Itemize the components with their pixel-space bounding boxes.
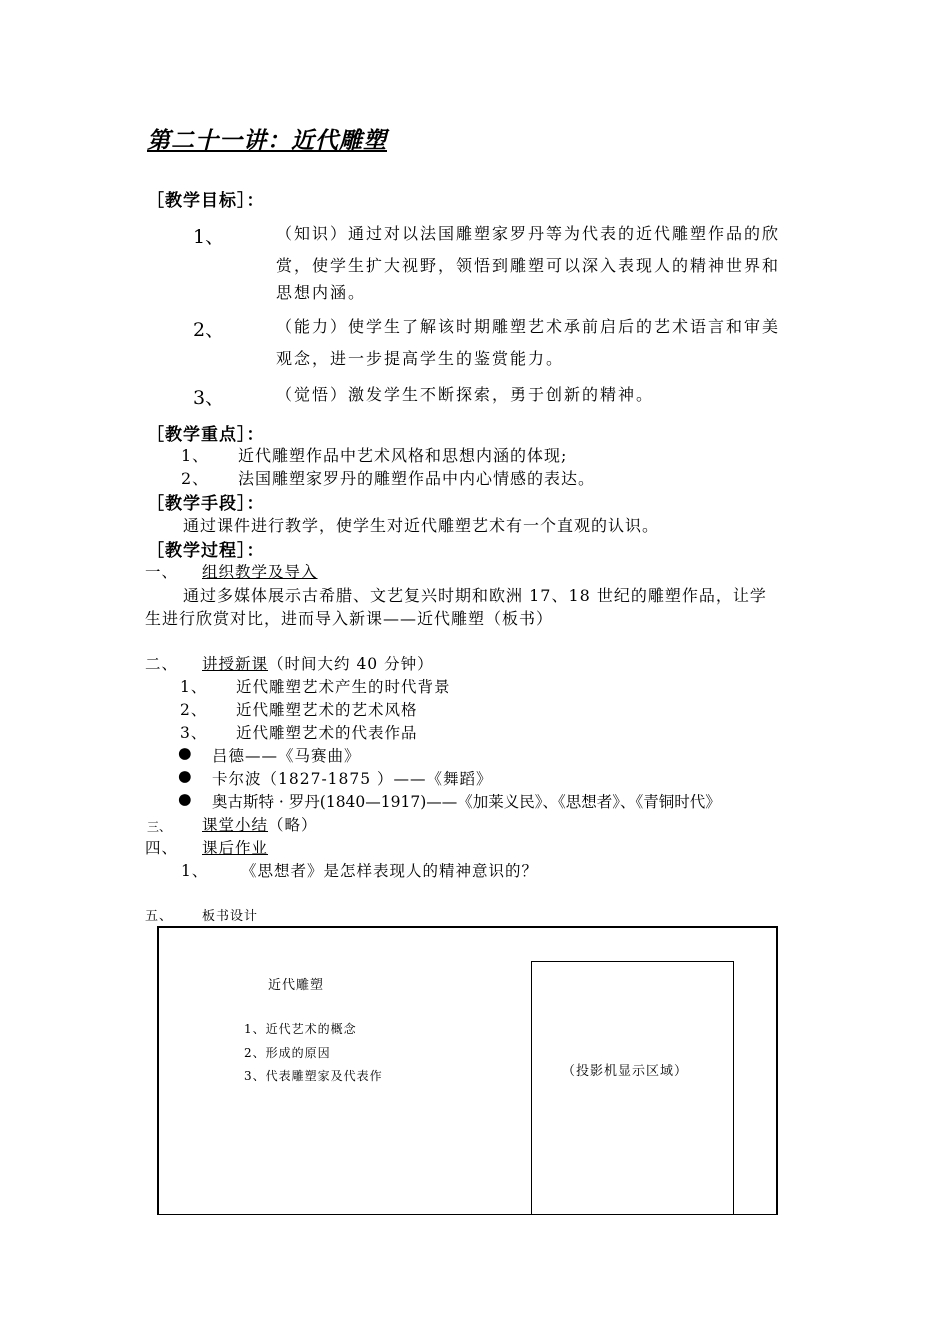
objective-line: 观念，进一步提高学生的鉴赏能力。 <box>276 349 565 368</box>
section-number: 二、 <box>145 655 179 673</box>
objective-line: （觉悟）激发学生不断探索，勇于创新的精神。 <box>276 385 655 404</box>
list-item: 《思想者》是怎样表现人的精神意识的？ <box>241 862 539 880</box>
board-item: 3、代表雕塑家及代表作 <box>244 1069 383 1083</box>
key-point-number: 1、 <box>181 446 210 465</box>
section-heading-line <box>202 652 434 674</box>
objective-number: 3、 <box>193 387 225 409</box>
section-note: （时间大约 40 分钟） <box>268 655 434 673</box>
page-title: 第二十一讲：近代雕塑 <box>147 127 387 154</box>
list-item: 近代雕塑艺术的代表作品 <box>236 724 418 742</box>
key-point-number: 2、 <box>181 469 210 488</box>
objective-number: 1、 <box>193 226 225 248</box>
section-text-line: 生进行欣赏对比，进而导入新课——近代雕塑（板书） <box>145 609 554 628</box>
bullet-icon: ● <box>178 767 193 785</box>
section-title: 板书设计 <box>202 909 259 924</box>
list-number: 3、 <box>180 724 208 742</box>
section-number: 三、 <box>147 820 172 834</box>
key-points-heading: ［教学重点］： <box>147 425 265 445</box>
section-number: 五、 <box>145 909 174 924</box>
list-number: 2、 <box>180 701 208 719</box>
board-title: 近代雕塑 <box>268 978 325 993</box>
section-heading-line <box>202 813 318 835</box>
section-title: 课后作业 <box>202 839 269 857</box>
list-item: 近代雕塑艺术的艺术风格 <box>236 701 418 719</box>
section-note: （略） <box>268 816 318 834</box>
section-title: 课堂小结 <box>202 816 269 834</box>
objective-item <box>276 311 806 375</box>
objective-item <box>276 218 806 304</box>
objective-line: 赏，使学生扩大视野，领悟到雕塑可以深入表现人的精神世界和 <box>276 256 781 275</box>
bullet-item: 奥古斯特 · 罗丹(1840—1917)——《加莱义民》、《思想者》、《青铜时代》 <box>212 793 721 811</box>
bullet-icon: ● <box>178 790 193 808</box>
bullet-icon: ● <box>178 744 193 762</box>
list-number: 1、 <box>180 678 208 696</box>
section-number: 一、 <box>145 563 179 581</box>
bullet-item: 吕德——《马赛曲》 <box>212 747 361 765</box>
projector-area <box>531 961 734 1214</box>
process-heading: ［教学过程］： <box>147 541 265 561</box>
list-number: 1、 <box>181 862 209 880</box>
board-item: 2、形成的原因 <box>244 1046 331 1060</box>
key-point-text: 法国雕塑家罗丹的雕塑作品中内心情感的表达。 <box>238 469 596 488</box>
board-item: 1、近代艺术的概念 <box>244 1022 357 1036</box>
section-title: 讲授新课 <box>202 655 269 673</box>
bullet-item: 卡尔波（1827-1875 ）——《舞蹈》 <box>212 770 493 788</box>
objective-line: （知识）通过对以法国雕塑家罗丹等为代表的近代雕塑作品的欣 <box>276 224 781 243</box>
section-title: 组织教学及导入 <box>202 563 318 581</box>
methods-text: 通过课件进行教学，使学生对近代雕塑艺术有一个直观的认识。 <box>183 516 660 535</box>
projector-label: （投影机显示区域） <box>562 1064 689 1079</box>
objective-item <box>276 379 806 411</box>
section-number: 四、 <box>145 839 179 857</box>
objectives-heading: ［教学目标］： <box>147 191 265 211</box>
objective-number: 2、 <box>193 319 225 341</box>
objective-line: （能力）使学生了解该时期雕塑艺术承前启后的艺术语言和审美 <box>276 317 781 336</box>
list-item: 近代雕塑艺术产生的时代背景 <box>236 678 451 696</box>
objective-line: 思想内涵。 <box>276 283 367 302</box>
key-point-text: 近代雕塑作品中艺术风格和思想内涵的体现; <box>238 446 568 465</box>
methods-heading: ［教学手段］： <box>147 494 265 514</box>
section-text-line: 通过多媒体展示古希腊、文艺复兴时期和欧洲 17、18 世纪的雕塑作品，让学 <box>183 586 767 605</box>
